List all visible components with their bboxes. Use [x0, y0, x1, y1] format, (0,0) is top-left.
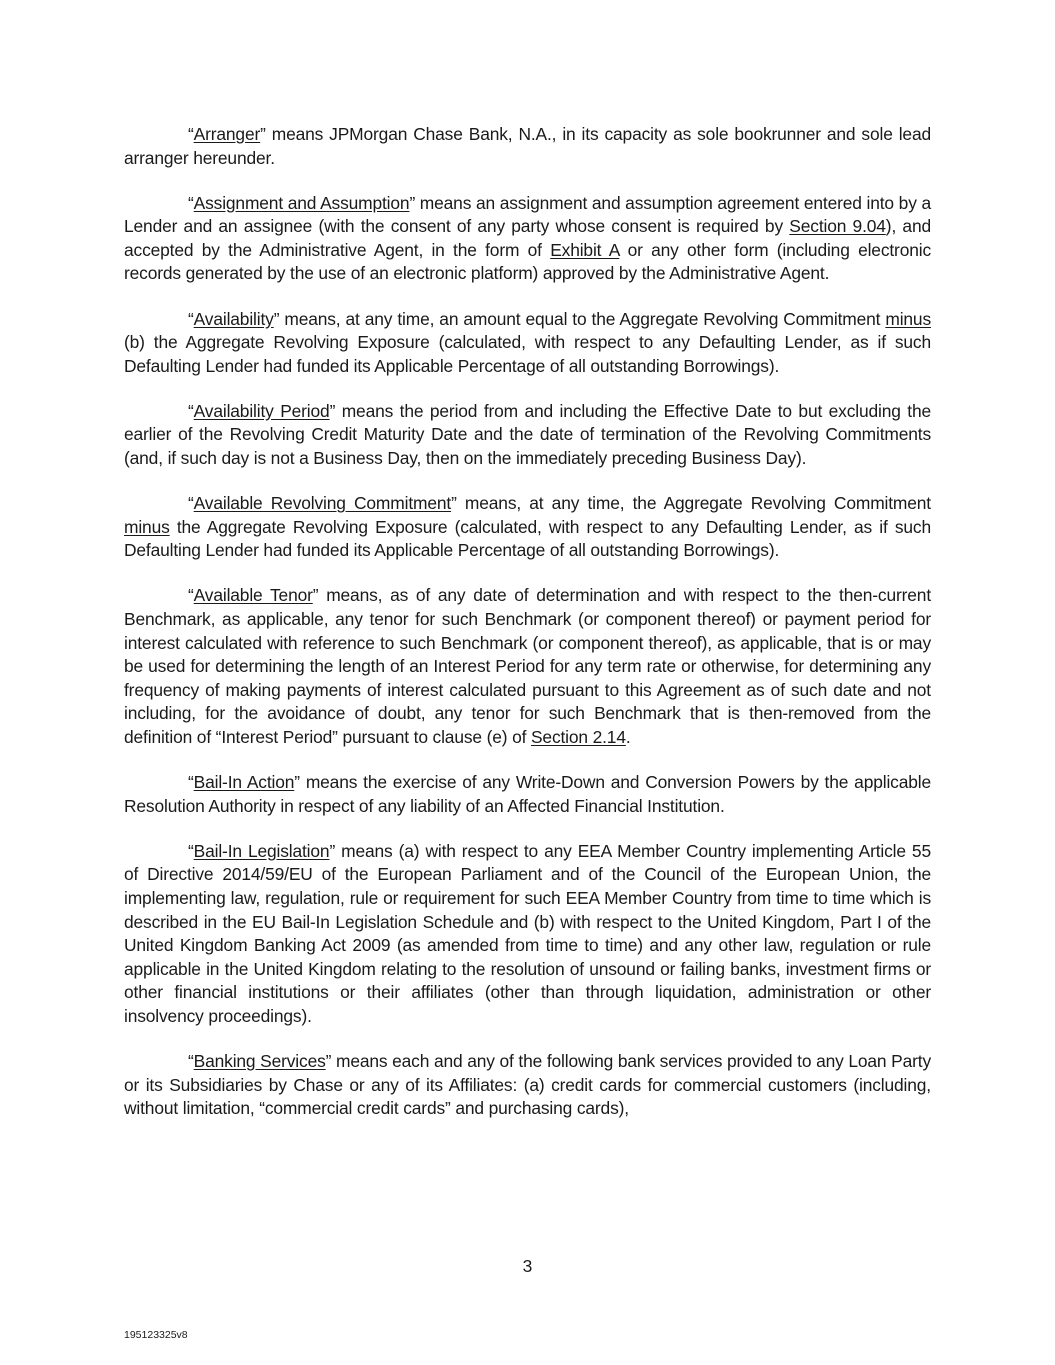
defined-term: Assignment and Assumption: [193, 192, 410, 213]
defined-term: Available Tenor: [193, 585, 313, 606]
definition-availability-period: “Availability Period” means the period from and including the Effective Date to but excluding the earlier of the Revolving Credit Maturity Date and the date of termination of the Revolving Commitments (and, if such day is not a Business Day, then on the immediately preceding Business Day).: [124, 400, 931, 469]
defined-term: Availability Period: [193, 400, 330, 421]
definition-banking-services: “Banking Services” means each and any of the following bank services provided to any Loan Party or its Subsidiaries by Chase or any of its Affiliates: (a) credit cards for commercial customers (including, without limitation, “commercial credit cards” and purchasing cards),: [124, 1051, 931, 1119]
emphasis-minus: minus: [885, 308, 931, 329]
defined-term: Available Revolving Commitment: [193, 493, 452, 514]
definition-bail-in-action: “Bail-In Action” means the exercise of any Write-Down and Conversion Powers by the applicable Resolution Authority in respect of any liability of an Affected Financial Institution.: [124, 772, 931, 816]
defined-term: Availability: [193, 308, 274, 329]
defined-term: Arranger: [193, 124, 261, 144]
definition-assignment-and-assumption: “Assignment and Assumption” means an assignment and assumption agreement entered into by a Lender and an assignee (with the consent of any party whose consent is required by Section 9.04), and accepted by the Administrative Agent, in the form of Exhibit A or any other form (including electronic records generated by the use of an electronic platform) approved by the Administrative Agent.: [124, 192, 931, 284]
definition-available-tenor: “Available Tenor” means, as of any date of determination and with respect to the then-current Benchmark, as applicable, any tenor for such Benchmark (or component thereof) or payment period for interest calculated with reference to such Benchmark (or component thereof), as applicable, that is or may be used for determining the length of an Interest Period for any term rate or otherwise, for determining any frequency of making payments of interest calculated pursuant to this Agreement as of such date and not including, for the avoidance of doubt, any tenor for such Benchmark that is then-removed from the definition of “Interest Period” pursuant to clause (e) of Section 2.14.: [124, 585, 931, 747]
section-reference: Section 9.04: [789, 216, 886, 237]
defined-term: Banking Services: [193, 1051, 326, 1071]
document-body: [124, 123, 931, 1142]
definition-bail-in-legislation: “Bail-In Legislation” means (a) with respect to any EEA Member Country implementing Article 55 of Directive 2014/59/EU of the European Parliament and of the Council of the European Union, the implementing law, regulation, rule or requirement for such EEA Member Country from time to time which is described in the EU Bail-In Legislation Schedule and (b) with respect to the United Kingdom, Part I of the United Kingdom Banking Act 2009 (as amended from time to time) and any other law, regulation or rule applicable in the United Kingdom relating to the resolution of unsound or failing banks, investment firms or other financial institutions or their affiliates (other than through liquidation, administration or other insolvency proceedings).: [124, 840, 931, 1026]
document-id: 195123325v8: [124, 1329, 188, 1341]
definition-arranger: “Arranger” means JPMorgan Chase Bank, N.A., in its capacity as sole bookrunner and sole lead arranger hereunder.: [124, 124, 931, 168]
page-number: 3: [522, 1256, 533, 1276]
definition-availability: “Availability” means, at any time, an amount equal to the Aggregate Revolving Commitment minus (b) the Aggregate Revolving Exposure (calculated, with respect to any Defaulting Lender, as if such Defaulting Lender had funded its Applicable Percentage of all outstanding Borrowings).: [124, 308, 931, 376]
emphasis-minus: minus: [124, 516, 170, 537]
section-reference: Section 2.14: [530, 726, 626, 747]
exhibit-reference: Exhibit A: [550, 239, 620, 260]
defined-term: Bail-In Action: [193, 772, 295, 793]
defined-term: Bail-In Legislation: [193, 840, 330, 861]
definition-available-revolving-commitment: “Available Revolving Commitment” means, at any time, the Aggregate Revolving Commitment minus the Aggregate Revolving Exposure (calculated, with respect to any Defaulting Lender, as if such Defaulting Lender had funded its Applicable Percentage of all outstanding Borrowings).: [124, 493, 931, 561]
